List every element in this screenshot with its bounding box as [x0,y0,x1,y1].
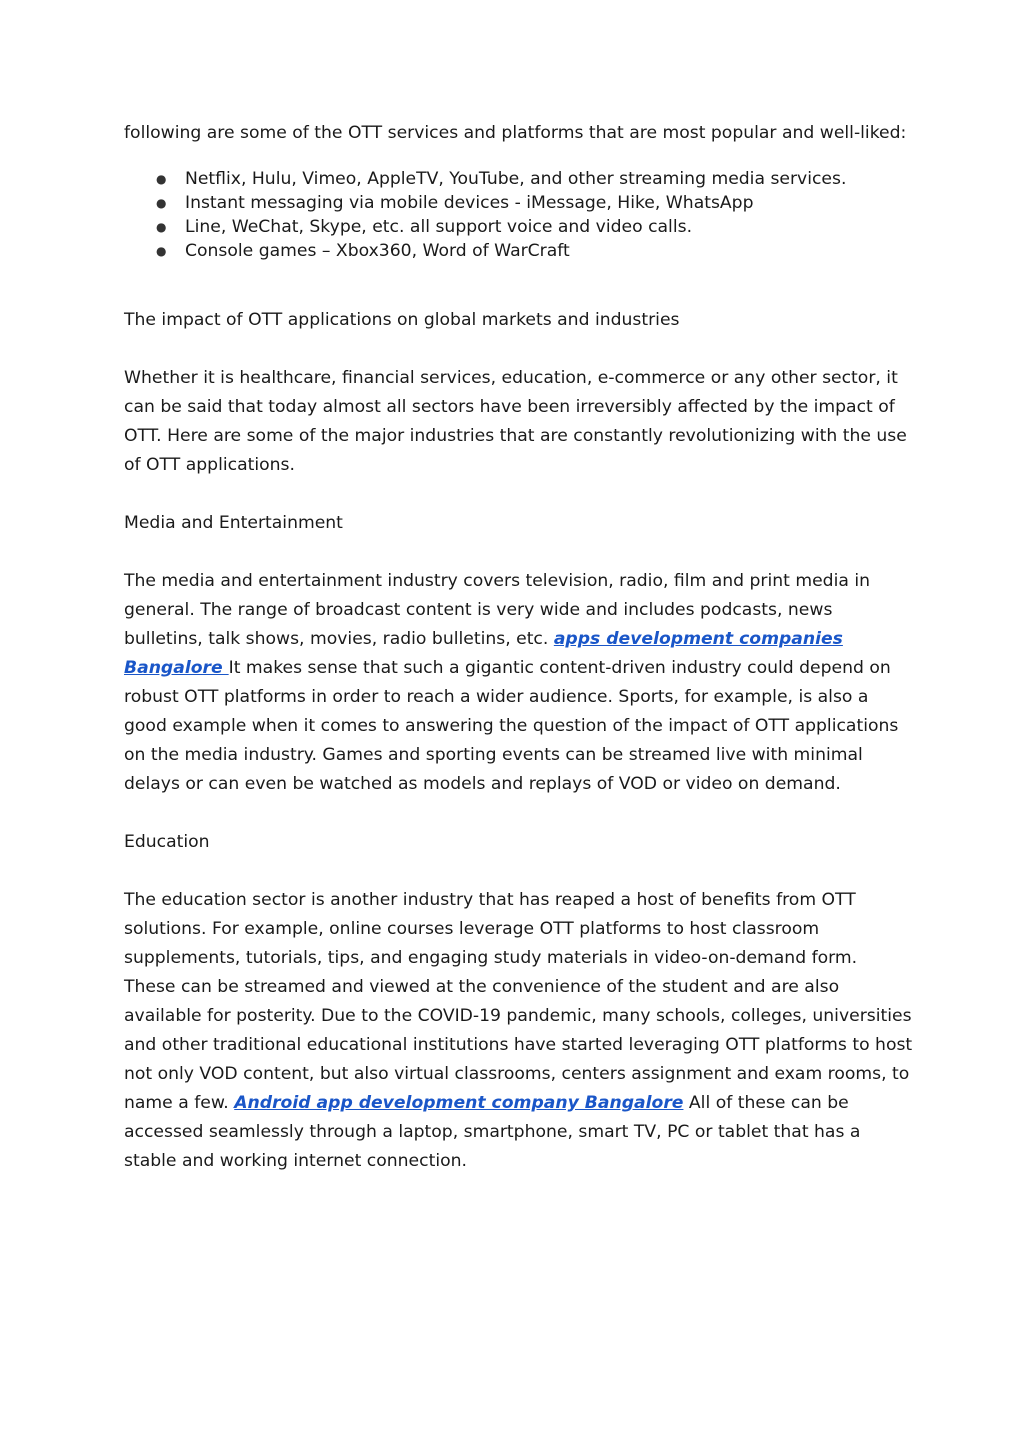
education-text-after: All of these can be accessed seamlessly through a laptop, smartphone, smart TV, PC or tablet that has a stable and working internet connection. [124,1093,861,1171]
section-paragraph-education [124,886,914,1176]
section-paragraph-impact: Whether it is healthcare, financial services, education, e-commerce or any other sector, it can be said that today almost all sectors have been irreversibly affected by the impact of OTT. Here are some of the major industries that are constantly revolutionizing with the use of OTT applications. [124,368,907,475]
list-item [124,239,914,263]
apps-development-link[interactable]: apps development companies Bangalore [124,629,843,678]
android-app-development-link[interactable]: Android app development company Bangalore [234,1093,684,1113]
section-heading-impact: The impact of OTT applications on global markets and industries [124,310,680,330]
intro-paragraph [124,121,914,145]
document-page [124,121,914,1176]
section-heading-media: Media and Entertainment [124,513,343,533]
bullet-icon: ● [156,196,167,210]
bullet-icon: ● [156,172,167,186]
intro-text: following are some of the OTT services and platforms that are most popular and well-liked: [124,123,907,143]
bullet-icon: ● [156,244,167,258]
media-text-before: The media and entertainment industry covers television, radio, film and print media in general. The range of broadcast content is very wide and includes podcasts, news bulletins, talk shows, movies, radio bulletins, etc. [124,571,871,649]
education-text-before: The education sector is another industry that has reaped a host of benefits from OTT solutions. For example, online courses leverage OTT platforms to host classroom supplements, tutorials, tips, and engaging study materials in video-on-demand form. These can be streamed and viewed at the convenience of the student and are also available for posterity. Due to the COVID-19 pandemic, many schools, colleges, universities and other traditional educational institutions have started leveraging OTT platforms to host not only VOD content, but also virtual classrooms, centers assignment and exam rooms, to name a few. [124,890,913,1113]
list-item [124,215,914,239]
section-heading-education: Education [124,832,210,852]
list-item [124,167,914,191]
ott-services-list [124,167,914,263]
list-item-text: Netflix, Hulu, Vimeo, AppleTV, YouTube, and other streaming media services. [185,169,847,189]
list-item-text: Line, WeChat, Skype, etc. all support voice and video calls. [185,217,693,237]
section-paragraph-media [124,567,914,799]
list-item-text: Console games – Xbox360, Word of WarCraft [185,241,570,261]
list-item-text: Instant messaging via mobile devices - iMessage, Hike, WhatsApp [185,193,754,213]
bullet-icon: ● [156,220,167,234]
media-text-after: It makes sense that such a gigantic content-driven industry could depend on robust OTT platforms in order to reach a wider audience. Sports, for example, is also a good example when it comes to answering the question of the impact of OTT applications on the media industry. Games and sporting events can be streamed live with minimal delays or can even be watched as models and replays of VOD or video on demand. [124,658,899,794]
list-item [124,191,914,215]
